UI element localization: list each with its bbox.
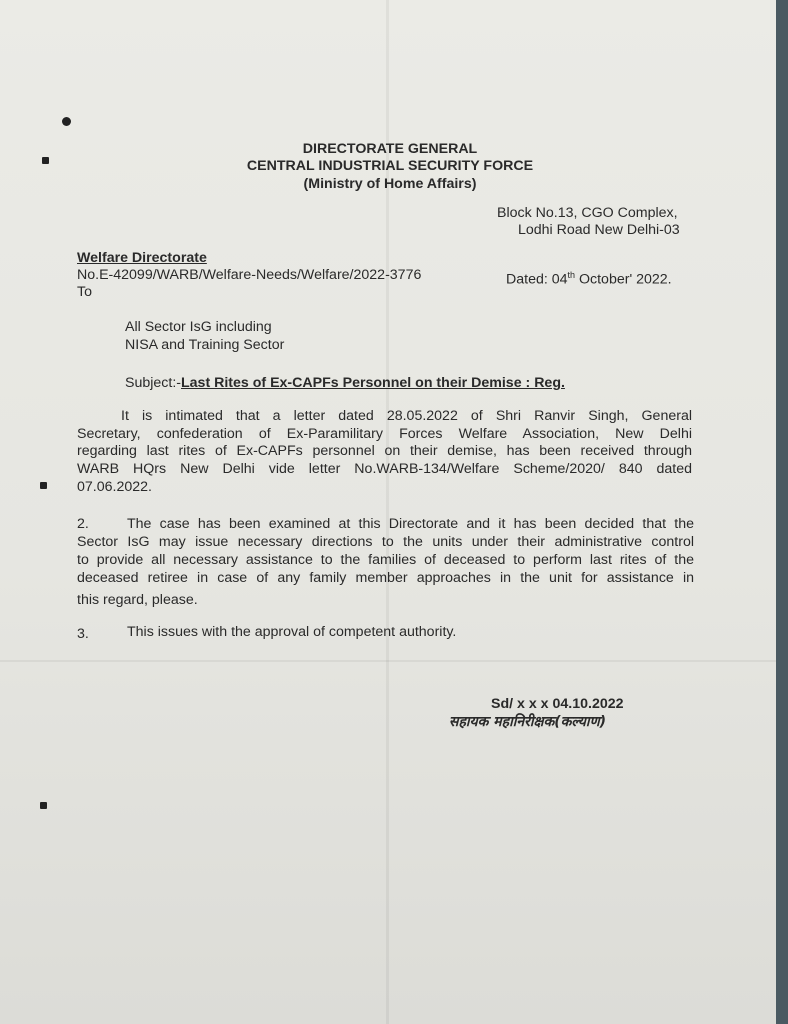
letter-date: Dated: 04th October' 2022. bbox=[506, 270, 672, 288]
para2-line-5: this regard, please. bbox=[77, 592, 198, 608]
signature-line: Sd/ x x x 04.10.2022 bbox=[491, 696, 624, 712]
para1-line-2: Secretary, confederation of Ex-Paramilitary Forces Welfare Association, New Delhi bbox=[77, 426, 692, 442]
binder-hole-mark bbox=[42, 157, 49, 164]
para2-number: 2. bbox=[77, 516, 89, 532]
para2-line-4: deceased retiree in case of any family member approaches in the unit for assistance in bbox=[77, 570, 694, 586]
reference-number: No.E-42099/WARB/Welfare-Needs/Welfare/2022-3776 bbox=[77, 267, 422, 283]
para2-line-3: to provide all necessary assistance to the families of deceased to perform last rites of the bbox=[77, 552, 694, 568]
para1-line-5: 07.06.2022. bbox=[77, 479, 152, 495]
binder-hole-mark bbox=[40, 802, 47, 809]
signatory-designation: सहायक महानिरीक्षक(कल्याण) bbox=[449, 714, 607, 730]
para1-line-1: It is intimated that a letter dated 28.05.2022 of Shri Ranvir Singh, General bbox=[121, 408, 692, 424]
para2-line-1: The case has been examined at this Directorate and it has been decided that the bbox=[127, 516, 694, 532]
header-line-2: CENTRAL INDUSTRIAL SECURITY FORCE bbox=[246, 158, 534, 174]
para2-line-2: Sector IsG may issue necessary directions to the units under their administrative control bbox=[77, 534, 694, 550]
subject-line bbox=[125, 375, 565, 392]
subject-text: Last Rites of Ex-CAPFs Personnel on their Demise : Reg. bbox=[181, 375, 565, 391]
para3-number: 3. bbox=[77, 626, 89, 642]
recipient-line-1: All Sector IsG including bbox=[125, 319, 272, 335]
header-line-3: (Ministry of Home Affairs) bbox=[303, 176, 477, 192]
address-line-2: Lodhi Road New Delhi-03 bbox=[518, 222, 680, 238]
to-label: To bbox=[77, 284, 92, 300]
para1-line-4: WARB HQrs New Delhi vide letter No.WARB-134/Welfare Scheme/2020/ 840 dated bbox=[77, 461, 692, 477]
para1-line-3: regarding last rites of Ex-CAPFs personnel on their demise, has been received through bbox=[77, 443, 692, 459]
recipient-line-2: NISA and Training Sector bbox=[125, 337, 285, 353]
para3-text: This issues with the approval of competent authority. bbox=[127, 624, 457, 640]
horizontal-fold bbox=[0, 660, 776, 662]
binder-hole-mark bbox=[62, 117, 71, 126]
subject-label: Subject:- bbox=[125, 375, 181, 391]
address-line-1: Block No.13, CGO Complex, bbox=[497, 205, 678, 221]
header-line-1: DIRECTORATE GENERAL bbox=[302, 141, 478, 157]
binder-hole-mark bbox=[40, 482, 47, 489]
office-name: Welfare Directorate bbox=[77, 250, 207, 266]
